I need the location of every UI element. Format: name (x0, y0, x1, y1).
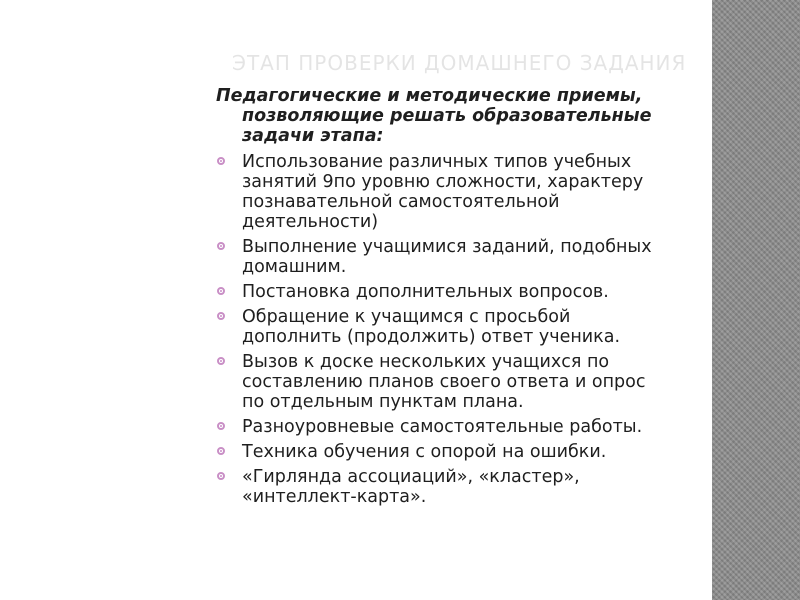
bullet-line: Обращение к учащимся с просьбой (242, 307, 571, 327)
bullet-text (242, 307, 746, 347)
slide-title: ЭТАП ПРОВЕРКИ ДОМАШНЕГО ЗАДАНИЯ (232, 51, 687, 75)
bullet-item (216, 237, 746, 277)
bullet-line: по отдельным пунктам плана. (242, 392, 524, 412)
bullet-text (242, 282, 746, 302)
intro-line: задачи этапа: (242, 126, 384, 146)
bullet-ring-icon (217, 242, 225, 250)
bullet-item (216, 152, 746, 232)
bullet-line: дополнить (продолжить) ответ ученика. (242, 327, 621, 347)
bullet-item (216, 442, 746, 462)
bullet-ring-icon (217, 312, 225, 320)
bullet-line: занятий 9по уровню сложности, характеру (242, 172, 644, 192)
bullet-item (216, 282, 746, 302)
bullet-line: Выполнение учащимися заданий, подобных (242, 237, 652, 257)
bullet-line: «интеллект-карта». (242, 487, 427, 507)
bullet-list (216, 152, 746, 507)
bullet-line: «Гирлянда ассоциаций», «кластер», (242, 467, 580, 487)
bullet-text (242, 467, 746, 507)
bullet-line: Техника обучения с опорой на ошибки. (242, 442, 607, 462)
intro-heading (216, 86, 746, 146)
bullet-text (242, 237, 746, 277)
bullet-ring-icon (217, 357, 225, 365)
bullet-text (242, 417, 746, 437)
bullet-ring-icon (217, 287, 225, 295)
bullet-ring-icon (217, 157, 225, 165)
bullet-text (242, 442, 746, 462)
bullet-line: Использование различных типов учебных (242, 152, 632, 172)
slide-content (216, 86, 746, 512)
bullet-text (242, 352, 746, 412)
bullet-text (242, 152, 746, 232)
intro-line: Педагогические и методические приемы, (216, 86, 643, 106)
bullet-line: домашним. (242, 257, 347, 277)
bullet-item (216, 417, 746, 437)
bullet-ring-icon (217, 447, 225, 455)
bullet-item (216, 352, 746, 412)
bullet-item (216, 307, 746, 347)
bullet-line: Постановка дополнительных вопросов. (242, 282, 609, 302)
bullet-line: Разноуровневые самостоятельные работы. (242, 417, 643, 437)
bullet-ring-icon (217, 472, 225, 480)
intro-line: позволяющие решать образовательные (242, 106, 652, 126)
bullet-ring-icon (217, 422, 225, 430)
bullet-item (216, 467, 746, 507)
bullet-line: Вызов к доске нескольких учащихся по (242, 352, 610, 372)
bullet-line: деятельности) (242, 212, 379, 232)
bullet-line: познавательной самостоятельной (242, 192, 560, 212)
bullet-line: составлению планов своего ответа и опрос (242, 372, 646, 392)
